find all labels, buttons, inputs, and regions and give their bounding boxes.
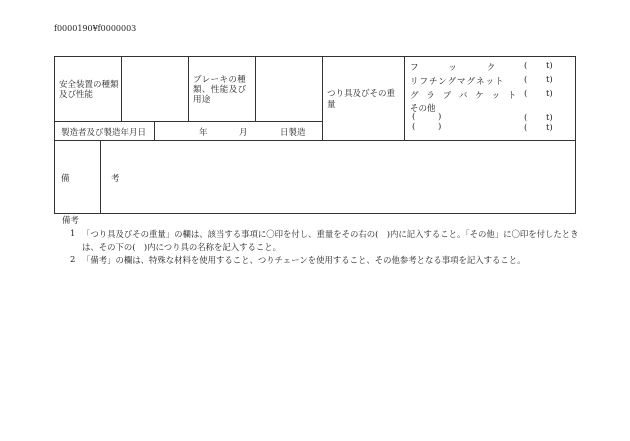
note-2-line1: 「備考」の欄は、特殊な材料を使用すること、つりチェーンを使用すること、その他参考となる事項を記入すること。 [82, 255, 526, 265]
remarks-label-2: 考 [111, 174, 120, 184]
table-line-v1 [121, 56, 122, 122]
other-row-2-close: ) [438, 122, 442, 132]
note-1-line1: 「つり具及びその重量」の欄は、該当する事項に〇印を付し、重量をその右の( )内に記入すること。「その他」に〇印を付したとき [82, 229, 579, 239]
table-border-bottom [54, 213, 576, 214]
table-line-v3 [255, 56, 256, 122]
note-1-number: 1 [70, 228, 76, 238]
remarks-label-1: 備 [61, 174, 70, 184]
table-border-left [54, 56, 55, 214]
other-row-1-close: ) [438, 112, 442, 122]
day-made-label: 日製造 [280, 128, 306, 138]
accessory-grab-unit: t) [546, 89, 553, 99]
header-code: f0000190¥f0000003 [54, 24, 137, 33]
other-row-1-open: ( [412, 112, 416, 122]
brake-label: ブレーキの種類、性能及び用途 [193, 75, 247, 105]
accessory-hook-paren: ( [524, 61, 528, 71]
note-2-number: 2 [70, 254, 76, 264]
accessory-magnet: リフチングマグネット [410, 77, 505, 87]
accessory-grab-bucket: グ ラ ブ バ ケ ッ ト [410, 91, 519, 101]
accessory-magnet-paren: ( [524, 75, 528, 85]
notes-heading: 備考 [62, 215, 79, 225]
accessory-hook: フ ッ ク [410, 63, 509, 73]
table-line-v5 [404, 56, 405, 141]
other-row-2-open: ( [412, 122, 416, 132]
table-line-v7 [100, 140, 101, 214]
table-line-v2 [188, 56, 189, 122]
year-label: 年 [199, 128, 208, 138]
other-row-2-unit: t) [546, 123, 553, 133]
accessory-grab-paren: ( [524, 89, 528, 99]
other-row-1-paren: ( [524, 113, 528, 123]
accessory-label: つり具及びその重量 [327, 89, 396, 110]
accessory-hook-unit: t) [546, 61, 553, 71]
table-border-right [575, 56, 576, 214]
table-border-top [54, 56, 576, 57]
other-row-1-unit: t) [546, 113, 553, 123]
month-label: 月 [239, 128, 248, 138]
accessory-other-label: その他 [410, 104, 436, 114]
note-1-line2: は、その下の( )内につり具の名称を記入すること。 [82, 242, 281, 252]
table-line-v4 [322, 56, 323, 141]
accessory-magnet-unit: t) [546, 75, 553, 85]
table-line-v6 [154, 121, 155, 141]
safety-device-label: 安全装置の種類及び性能 [59, 80, 119, 100]
table-line-row2 [54, 140, 576, 141]
manufacturer-date-label: 製造者及び製造年月日 [61, 128, 147, 138]
other-row-2-paren: ( [524, 123, 528, 133]
